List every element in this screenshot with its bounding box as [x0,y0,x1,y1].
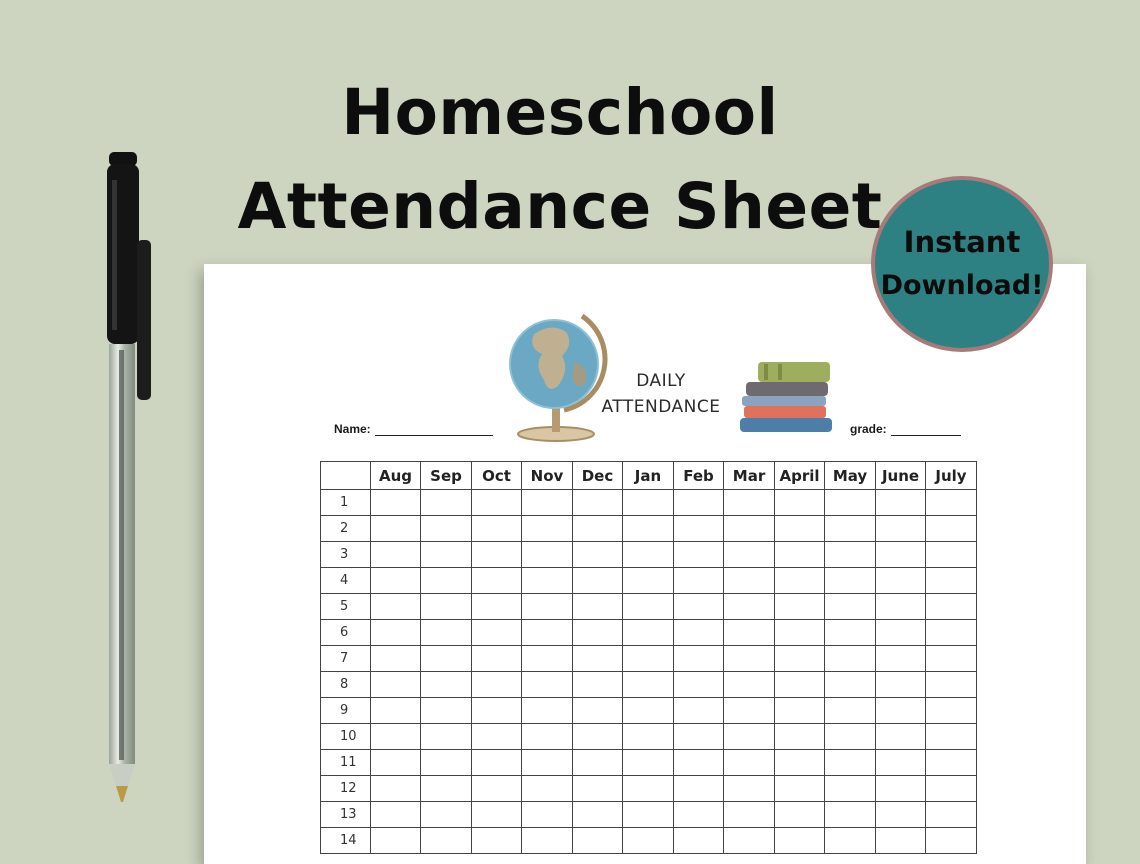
attendance-cell[interactable] [472,568,522,594]
day-number: 1 [321,490,371,516]
attendance-cell[interactable] [522,568,573,594]
attendance-cell[interactable] [674,620,724,646]
attendance-cell[interactable] [674,568,724,594]
attendance-cell[interactable] [573,568,623,594]
attendance-cell[interactable] [775,828,825,854]
attendance-cell[interactable] [926,672,977,698]
sheet-heading-line-1: DAILY [636,371,686,391]
attendance-cell[interactable] [724,594,775,620]
attendance-cell[interactable] [674,802,724,828]
attendance-cell[interactable] [724,828,775,854]
attendance-cell[interactable] [522,724,573,750]
attendance-cell[interactable] [825,542,876,568]
table-row [321,568,977,594]
attendance-cell[interactable] [371,776,421,802]
attendance-cell[interactable] [623,672,674,698]
attendance-cell[interactable] [876,594,926,620]
attendance-cell[interactable] [775,594,825,620]
attendance-cell[interactable] [724,750,775,776]
attendance-cell[interactable] [472,516,522,542]
headline-line-1: Homeschool [341,76,779,149]
attendance-cell[interactable] [876,646,926,672]
attendance-cell[interactable] [522,698,573,724]
day-number: 8 [321,672,371,698]
attendance-cell[interactable] [876,620,926,646]
sheet-heading [596,368,726,420]
attendance-cell[interactable] [775,542,825,568]
attendance-cell[interactable] [573,542,623,568]
attendance-cell[interactable] [522,776,573,802]
attendance-cell[interactable] [623,516,674,542]
attendance-cell[interactable] [876,516,926,542]
attendance-cell[interactable] [674,516,724,542]
attendance-cell[interactable] [825,568,876,594]
attendance-cell[interactable] [573,698,623,724]
attendance-cell[interactable] [825,620,876,646]
attendance-cell[interactable] [371,750,421,776]
attendance-cell[interactable] [775,802,825,828]
attendance-cell[interactable] [573,750,623,776]
attendance-cell[interactable] [421,490,472,516]
attendance-cell[interactable] [573,490,623,516]
attendance-table [320,461,977,854]
badge-line-2: Download! [880,270,1044,301]
attendance-cell[interactable] [573,594,623,620]
table-row [321,516,977,542]
attendance-cell[interactable] [825,698,876,724]
attendance-cell[interactable] [724,776,775,802]
day-number: 3 [321,542,371,568]
attendance-cell[interactable] [573,828,623,854]
pen-icon [100,150,160,810]
attendance-cell[interactable] [775,490,825,516]
attendance-cell[interactable] [421,724,472,750]
attendance-cell[interactable] [421,698,472,724]
attendance-cell[interactable] [775,724,825,750]
attendance-cell[interactable] [724,516,775,542]
day-number: 12 [321,776,371,802]
table-row [321,672,977,698]
attendance-cell[interactable] [775,568,825,594]
headline-line-2: Attendance Sheet [237,170,883,243]
grade-field [850,422,961,436]
attendance-cell[interactable] [522,802,573,828]
attendance-cell[interactable] [623,750,674,776]
badge-line-1: Instant [903,225,1021,259]
month-header-jan: Jan [623,462,674,490]
attendance-cell[interactable] [472,672,522,698]
attendance-cell[interactable] [421,828,472,854]
attendance-cell[interactable] [371,516,421,542]
attendance-cell[interactable] [674,750,724,776]
month-header-row [321,462,977,490]
attendance-cell[interactable] [926,698,977,724]
attendance-cell[interactable] [724,568,775,594]
table-row [321,542,977,568]
name-label: Name: [334,422,371,436]
attendance-cell[interactable] [724,542,775,568]
page-headline [200,66,920,254]
attendance-cell[interactable] [674,646,724,672]
attendance-cell[interactable] [421,516,472,542]
attendance-cell[interactable] [775,646,825,672]
attendance-cell[interactable] [926,828,977,854]
attendance-cell[interactable] [472,594,522,620]
attendance-cell[interactable] [623,620,674,646]
attendance-cell[interactable] [926,594,977,620]
attendance-cell[interactable] [573,620,623,646]
attendance-cell[interactable] [623,828,674,854]
attendance-cell[interactable] [421,776,472,802]
month-header-june: June [876,462,926,490]
table-row [321,828,977,854]
attendance-cell[interactable] [623,594,674,620]
attendance-cell[interactable] [573,776,623,802]
attendance-cell[interactable] [371,646,421,672]
corner-cell [321,462,371,490]
attendance-cell[interactable] [674,594,724,620]
attendance-cell[interactable] [371,802,421,828]
attendance-cell[interactable] [522,620,573,646]
day-number: 4 [321,568,371,594]
attendance-cell[interactable] [371,594,421,620]
attendance-cell[interactable] [421,672,472,698]
attendance-cell[interactable] [876,542,926,568]
attendance-cell[interactable] [522,672,573,698]
attendance-cell[interactable] [472,490,522,516]
attendance-cell[interactable] [472,750,522,776]
attendance-cell[interactable] [926,568,977,594]
attendance-cell[interactable] [522,828,573,854]
attendance-cell[interactable] [825,594,876,620]
attendance-cell[interactable] [623,776,674,802]
attendance-cell[interactable] [724,672,775,698]
attendance-cell[interactable] [724,646,775,672]
attendance-cell[interactable] [876,698,926,724]
table-row [321,750,977,776]
attendance-cell[interactable] [522,646,573,672]
attendance-cell[interactable] [371,672,421,698]
attendance-cell[interactable] [674,490,724,516]
day-number: 9 [321,698,371,724]
attendance-cell[interactable] [623,542,674,568]
attendance-cell[interactable] [825,672,876,698]
day-number: 6 [321,620,371,646]
attendance-cell[interactable] [876,776,926,802]
attendance-cell[interactable] [472,724,522,750]
attendance-cell[interactable] [421,568,472,594]
attendance-cell[interactable] [724,620,775,646]
attendance-cell[interactable] [876,568,926,594]
attendance-cell[interactable] [573,516,623,542]
attendance-cell[interactable] [724,490,775,516]
grade-label: grade: [850,422,887,436]
attendance-cell[interactable] [825,750,876,776]
month-header-dec: Dec [573,462,623,490]
attendance-cell[interactable] [522,516,573,542]
attendance-cell[interactable] [421,542,472,568]
attendance-cell[interactable] [472,828,522,854]
instant-download-badge [871,176,1053,352]
month-header-aug: Aug [371,462,421,490]
name-line[interactable] [375,423,493,436]
attendance-sheet [204,264,1086,864]
attendance-cell[interactable] [472,646,522,672]
attendance-cell[interactable] [674,724,724,750]
month-header-april: April [775,462,825,490]
attendance-cell[interactable] [421,750,472,776]
attendance-cell[interactable] [573,724,623,750]
attendance-cell[interactable] [421,594,472,620]
attendance-cell[interactable] [926,802,977,828]
attendance-cell[interactable] [926,516,977,542]
attendance-cell[interactable] [573,672,623,698]
month-header-feb: Feb [674,462,724,490]
attendance-cell[interactable] [876,828,926,854]
month-header-oct: Oct [472,462,522,490]
day-number: 10 [321,724,371,750]
attendance-cell[interactable] [674,542,724,568]
attendance-cell[interactable] [825,776,876,802]
attendance-cell[interactable] [421,620,472,646]
attendance-cell[interactable] [876,724,926,750]
attendance-cell[interactable] [674,776,724,802]
attendance-cell[interactable] [371,620,421,646]
attendance-cell[interactable] [825,490,876,516]
table-row [321,620,977,646]
table-row [321,802,977,828]
day-number: 13 [321,802,371,828]
books-icon [738,360,838,436]
attendance-cell[interactable] [775,516,825,542]
attendance-cell[interactable] [522,542,573,568]
attendance-cell[interactable] [623,568,674,594]
attendance-cell[interactable] [724,724,775,750]
day-number: 5 [321,594,371,620]
month-header-may: May [825,462,876,490]
table-row [321,646,977,672]
attendance-cell[interactable] [522,594,573,620]
attendance-cell[interactable] [724,802,775,828]
attendance-cell[interactable] [522,490,573,516]
month-header-july: July [926,462,977,490]
name-field [334,422,493,436]
sheet-heading-line-2: ATTENDANCE [601,397,721,417]
attendance-cell[interactable] [421,646,472,672]
attendance-cell[interactable] [472,802,522,828]
attendance-cell[interactable] [926,750,977,776]
attendance-cell[interactable] [573,802,623,828]
attendance-cell[interactable] [371,568,421,594]
attendance-cell[interactable] [623,490,674,516]
attendance-cell[interactable] [623,802,674,828]
attendance-cell[interactable] [573,646,623,672]
attendance-cell[interactable] [926,620,977,646]
table-row [321,724,977,750]
attendance-cell[interactable] [371,490,421,516]
attendance-cell[interactable] [522,750,573,776]
attendance-cell[interactable] [825,724,876,750]
attendance-cell[interactable] [876,672,926,698]
attendance-cell[interactable] [825,516,876,542]
attendance-cell[interactable] [472,776,522,802]
month-header-mar: Mar [724,462,775,490]
attendance-cell[interactable] [421,802,472,828]
attendance-cell[interactable] [472,542,522,568]
attendance-cell[interactable] [371,698,421,724]
attendance-cell[interactable] [371,724,421,750]
attendance-cell[interactable] [724,698,775,724]
attendance-cell[interactable] [472,620,522,646]
attendance-cell[interactable] [775,620,825,646]
attendance-cell[interactable] [371,542,421,568]
attendance-cell[interactable] [926,490,977,516]
day-number: 11 [321,750,371,776]
attendance-cell[interactable] [876,750,926,776]
attendance-cell[interactable] [775,776,825,802]
attendance-cell[interactable] [926,776,977,802]
attendance-cell[interactable] [623,646,674,672]
attendance-cell[interactable] [623,698,674,724]
day-number: 14 [321,828,371,854]
attendance-cell[interactable] [472,698,522,724]
table-row [321,594,977,620]
attendance-cell[interactable] [674,698,724,724]
day-number: 2 [321,516,371,542]
attendance-cell[interactable] [371,828,421,854]
attendance-cell[interactable] [825,802,876,828]
table-row [321,490,977,516]
attendance-cell[interactable] [825,828,876,854]
table-row [321,776,977,802]
attendance-cell[interactable] [926,646,977,672]
attendance-cell[interactable] [926,724,977,750]
attendance-cell[interactable] [775,750,825,776]
month-header-sep: Sep [421,462,472,490]
grade-line[interactable] [891,423,961,436]
attendance-cell[interactable] [674,672,724,698]
table-row [321,698,977,724]
attendance-cell[interactable] [775,672,825,698]
attendance-cell[interactable] [674,828,724,854]
month-header-nov: Nov [522,462,573,490]
attendance-cell[interactable] [876,802,926,828]
attendance-cell[interactable] [876,490,926,516]
attendance-cell[interactable] [825,646,876,672]
attendance-cell[interactable] [775,698,825,724]
attendance-cell[interactable] [926,542,977,568]
attendance-cell[interactable] [623,724,674,750]
day-number: 7 [321,646,371,672]
